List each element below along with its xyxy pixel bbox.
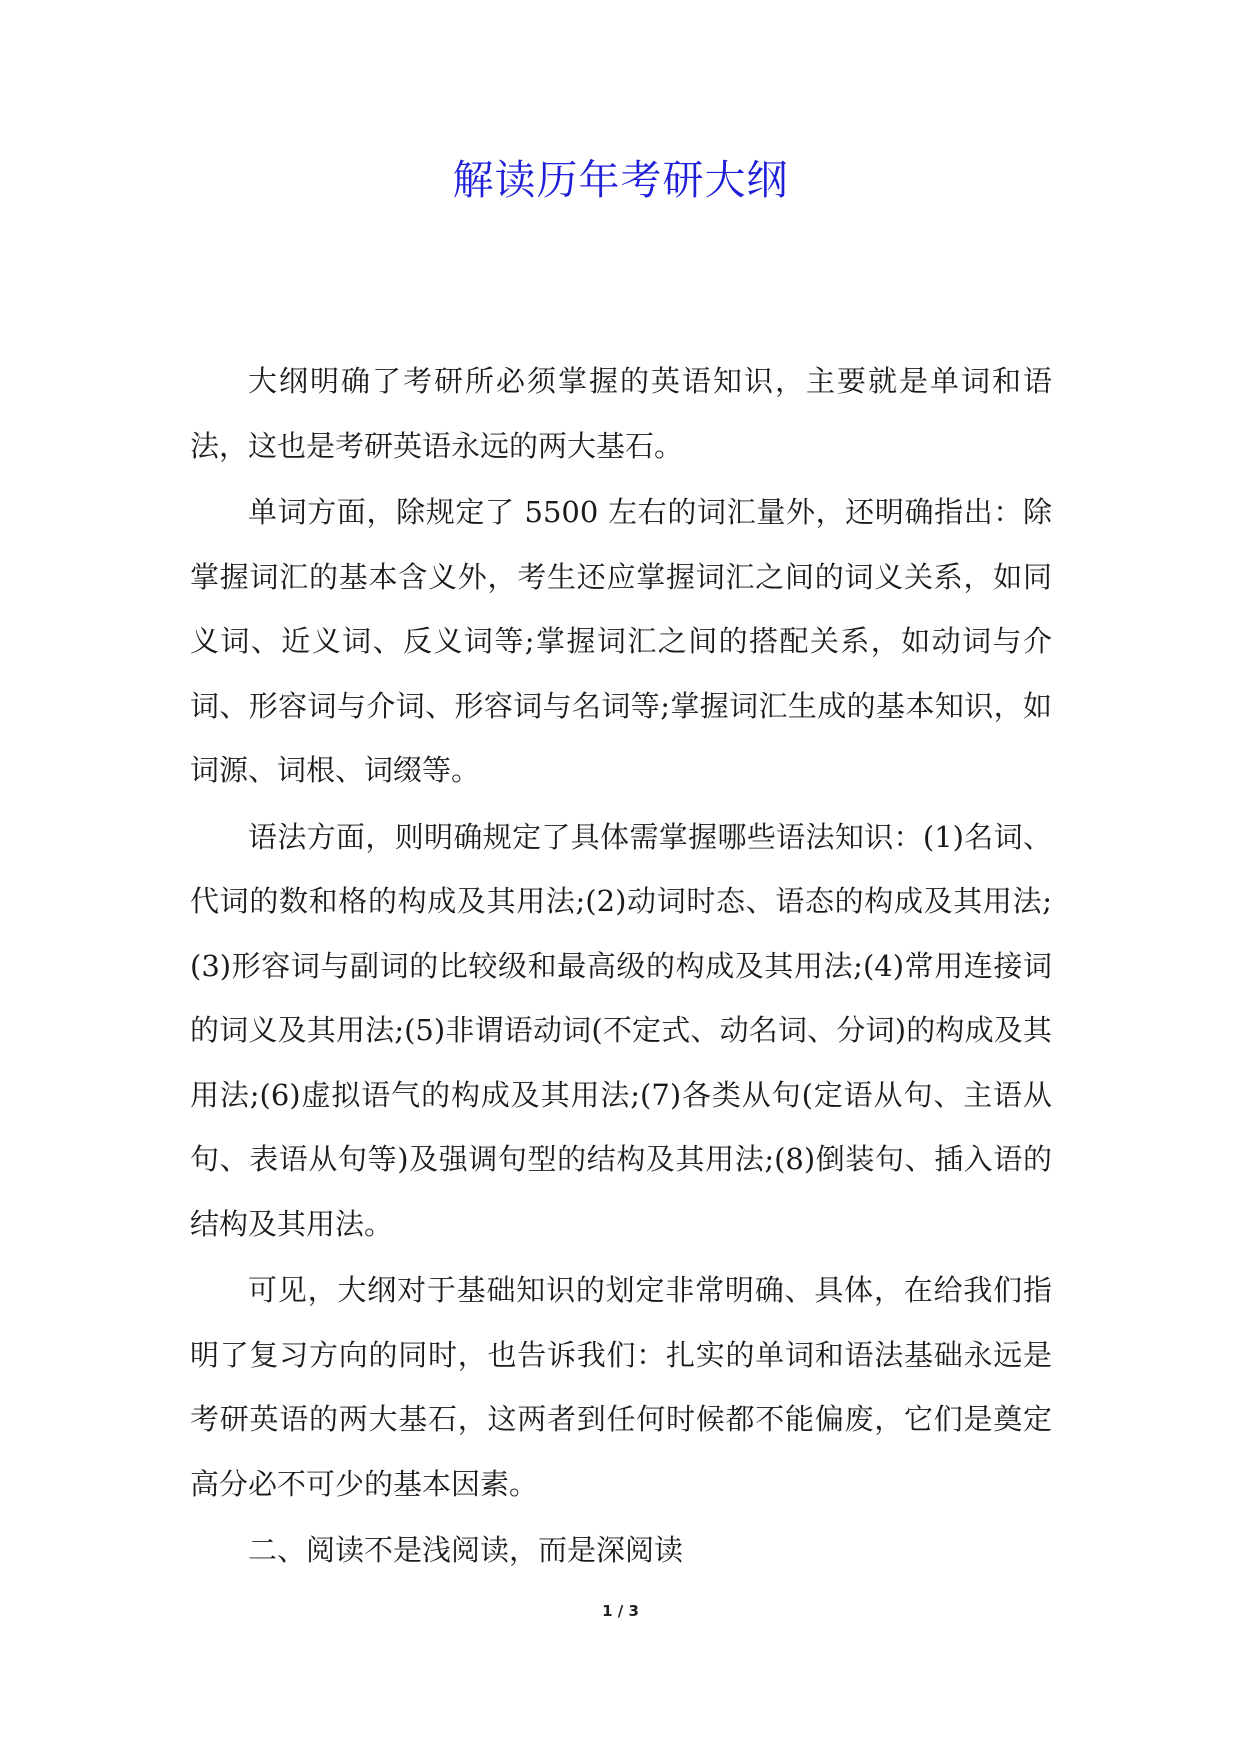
paragraph-vocabulary: 单词方面，除规定了 5500 左右的词汇量外，还明确指出：除掌握词汇的基本含义外，考生还应掌握词汇之间的词义关系，如同义词、近义词、反义词等;掌握词汇之间的搭配关系，如动词与介词、形容词与介词、形容词与名词等;掌握词汇生成的基本知识，如词源、词根、词缀等。 <box>190 495 1052 787</box>
paragraph-grammar: 语法方面，则明确规定了具体需掌握哪些语法知识：(1)名词、代词的数和格的构成及其用法;(2)动词时态、语态的构成及其用法;(3)形容词与副词的比较级和最高级的构成及其用法;(4)常用连接词的词义及其用法;(5)非谓语动词(不定式、动名词、分词)的构成及其用法;(6)虚拟语气的构成及其用法;(7)各类从句(定语从句、主语从句、表语从句等)及强调句型的结构及其用法;(8)倒装句、插入语的结构及其用法。 <box>190 819 1052 1241</box>
page-number: 1 / 3 <box>602 1602 639 1620</box>
document-title: 解读历年考研大纲 <box>452 156 789 204</box>
section-heading-reading: 二、阅读不是浅阅读，而是深阅读 <box>248 1533 684 1567</box>
document-body <box>190 349 1052 1585</box>
paragraph-conclusion: 可见，大纲对于基础知识的划定非常明确、具体，在给我们指明了复习方向的同时，也告诉我们：扎实的单词和语法基础永远是考研英语的两大基石，这两者到任何时候都不能偏废，它们是奠定高分必不可少的基本因素。 <box>190 1273 1052 1501</box>
paragraph-intro: 大纲明确了考研所必须掌握的英语知识，主要就是单词和语法，这也是考研英语永远的两大基石。 <box>190 364 1052 463</box>
